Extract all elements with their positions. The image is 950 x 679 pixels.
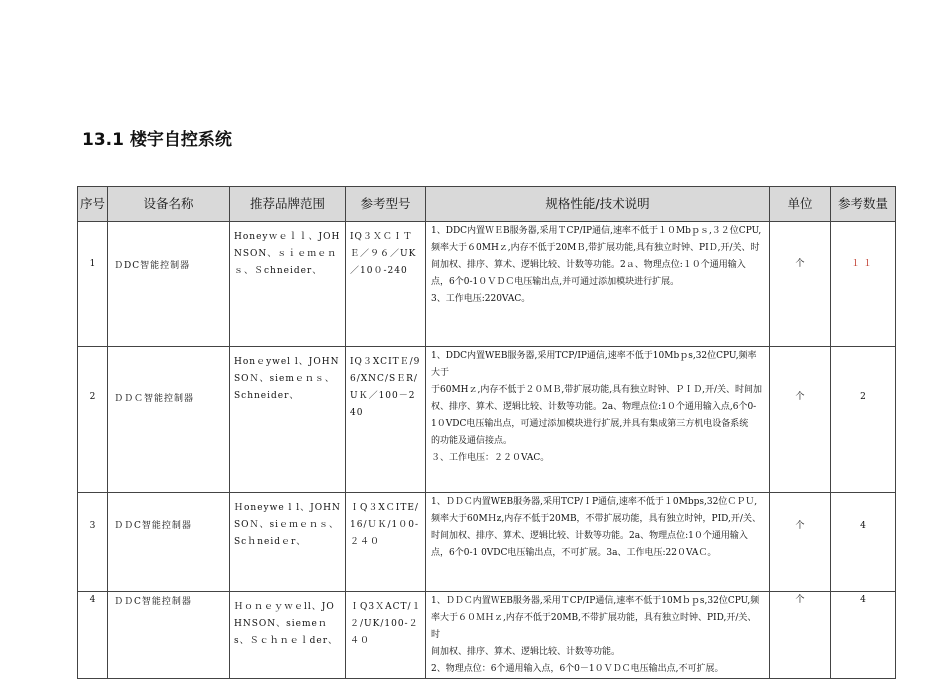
row-no: 4 bbox=[78, 592, 108, 679]
row-device-name: ＤＤＣ智能控制器 bbox=[108, 347, 230, 493]
spec-line: 的功能及通信接点。 bbox=[431, 436, 513, 446]
table-row bbox=[78, 347, 896, 493]
row-qty: 2 bbox=[831, 347, 896, 493]
spec-line: 间加权、排序、算术、逻辑比较、计数等功能。 bbox=[431, 647, 621, 657]
spec-line: 1、ＤＤＣ内置ＷEB服务器,采用ＴCP/IP通信,速率不低于10Mｂｐs,32位CPU,频 bbox=[431, 596, 760, 606]
spec-line: ３、工作电压：２２０VAC。 bbox=[431, 453, 550, 463]
spec-line: 1、ＤＤＣ内置WEB服务器,采用TCP/ＩP通信,速率不低于１0Mbps,32位ＣＰＵ, bbox=[431, 497, 758, 507]
row-spec bbox=[426, 347, 770, 493]
spec-line: 3、工作电压:220VAC。 bbox=[431, 294, 531, 304]
spec-line: 时间加权、排序、算术、逻辑比较、计数等功能。2a、物理点位:1０个通用输入 bbox=[431, 531, 748, 541]
row-model: IQ３XCITＥ/96/XNC/SＥR/UＫ／100－240 bbox=[346, 347, 426, 493]
header-brand: 推荐品牌范围 bbox=[230, 187, 346, 222]
spec-line: 权、排序、算术、逻辑比较、计数等功能。2a、物理点位:1０个通用输入点,6个0- bbox=[431, 402, 757, 412]
row-spec bbox=[426, 493, 770, 592]
spec-line: 率大于６０ＭＨｚ,内存不低于20MB,不带扩展功能，具有独立时钟、PID,开/关、时 bbox=[431, 613, 757, 640]
row-unit: 个 bbox=[770, 347, 831, 493]
row-no: 1 bbox=[78, 222, 108, 347]
row-brand: Ｈoneywe l l、JOHNSOＮ、siｅｍｅｎｓ、Scｈneidｅr、 bbox=[230, 493, 346, 592]
row-qty: １１ bbox=[831, 222, 896, 347]
spec-line: 点，6个0-1０ＶＤＣ电压输出点,并可通过添加模块进行扩展。 bbox=[431, 277, 680, 287]
row-model: ＩQ3ＸACT/１２/UK/100-２４０ bbox=[346, 592, 426, 679]
spec-line: 1０VDC电压输出点，可通过添加模块进行扩展,并具有集成第三方机电设备系统 bbox=[431, 419, 749, 429]
row-unit: 个 bbox=[770, 222, 831, 347]
spec-line: 1、DDC内置WEB服务器,采用TCP/IP通信,速率不低于10Mbｐs,32位CPU,频率大于 bbox=[431, 351, 757, 378]
row-device-name: ＤDC智能控制器 bbox=[108, 222, 230, 347]
row-unit: 个 bbox=[770, 493, 831, 592]
spec-line: 间加权、排序、算术、逻辑比较、计数等功能。2ａ、物理点位:１０个通用输入 bbox=[431, 260, 746, 270]
row-brand: Honｅywel l、JOHNSOＮ、siemｅｎｓ、Schneider、 bbox=[230, 347, 346, 493]
row-unit: 个 bbox=[770, 592, 831, 679]
table-row bbox=[78, 493, 896, 592]
spec-line: 2、物理点位：6个通用输入点，6个0－1０ＶＤＣ电压输出点,不可扩展。 bbox=[431, 664, 724, 674]
spec-line: 频率大于６0MHｚ,内存不低于20MＢ,带扩展功能,具有独立时钟、PIＤ,开/关、时 bbox=[431, 243, 760, 253]
row-device-name: ＤＤC智能控制器 bbox=[108, 592, 230, 679]
header-qty: 参考数量 bbox=[831, 187, 896, 222]
row-brand: Honeyｗｅｌｌ、JOHNSON、ｓｉｅｍｅｎｓ、Ｓchneider、 bbox=[230, 222, 346, 347]
row-model: ＩQ３XＣITE/16/ＵＫ/1０0-２４０ bbox=[346, 493, 426, 592]
table-row bbox=[78, 592, 896, 679]
spec-line: 于60MHｚ,内存不低于２０ＭＢ,带扩展功能,具有独立时钟、ＰＩＤ,开/关、时间加 bbox=[431, 385, 762, 395]
table-row bbox=[78, 222, 896, 347]
header-spec: 规格性能/技术说明 bbox=[426, 187, 770, 222]
header-unit: 单位 bbox=[770, 187, 831, 222]
spec-line: 1、DDC内置ＷＥB服务器,采用ＴCP/IP通信,速率不低于１０Mbｐｓ,３２位CPU, bbox=[431, 226, 762, 236]
row-model: IQ３ＸＣＩＴＥ／９６／UK／10０-240 bbox=[346, 222, 426, 347]
row-device-name: ＤＤC智能控制器 bbox=[108, 493, 230, 592]
row-spec bbox=[426, 222, 770, 347]
row-brand: Ｈｏｎｅｙｗｅll、JOHNSON、siemeｎs、Ｓｃｈｎｅｌder、 bbox=[230, 592, 346, 679]
row-no: 2 bbox=[78, 347, 108, 493]
row-spec bbox=[426, 592, 770, 679]
header-no: 序号 bbox=[78, 187, 108, 222]
table-header-row bbox=[78, 187, 896, 222]
row-qty: 4 bbox=[831, 592, 896, 679]
spec-line: 频率大于60MＨz,内存不低于20MB，不带扩展功能，具有独立时钟，PID,开/关、 bbox=[431, 514, 761, 524]
row-no: 3 bbox=[78, 493, 108, 592]
equipment-spec-table bbox=[77, 186, 896, 679]
header-name: 设备名称 bbox=[108, 187, 230, 222]
spec-line: 点，6个0-1 0VDC电压输出点，不可扩展。3a、工作电压:22０VAＣ。 bbox=[431, 548, 717, 558]
section-title: 13.1 楼宇自控系统 bbox=[82, 130, 232, 150]
header-model: 参考型号 bbox=[346, 187, 426, 222]
row-qty: 4 bbox=[831, 493, 896, 592]
